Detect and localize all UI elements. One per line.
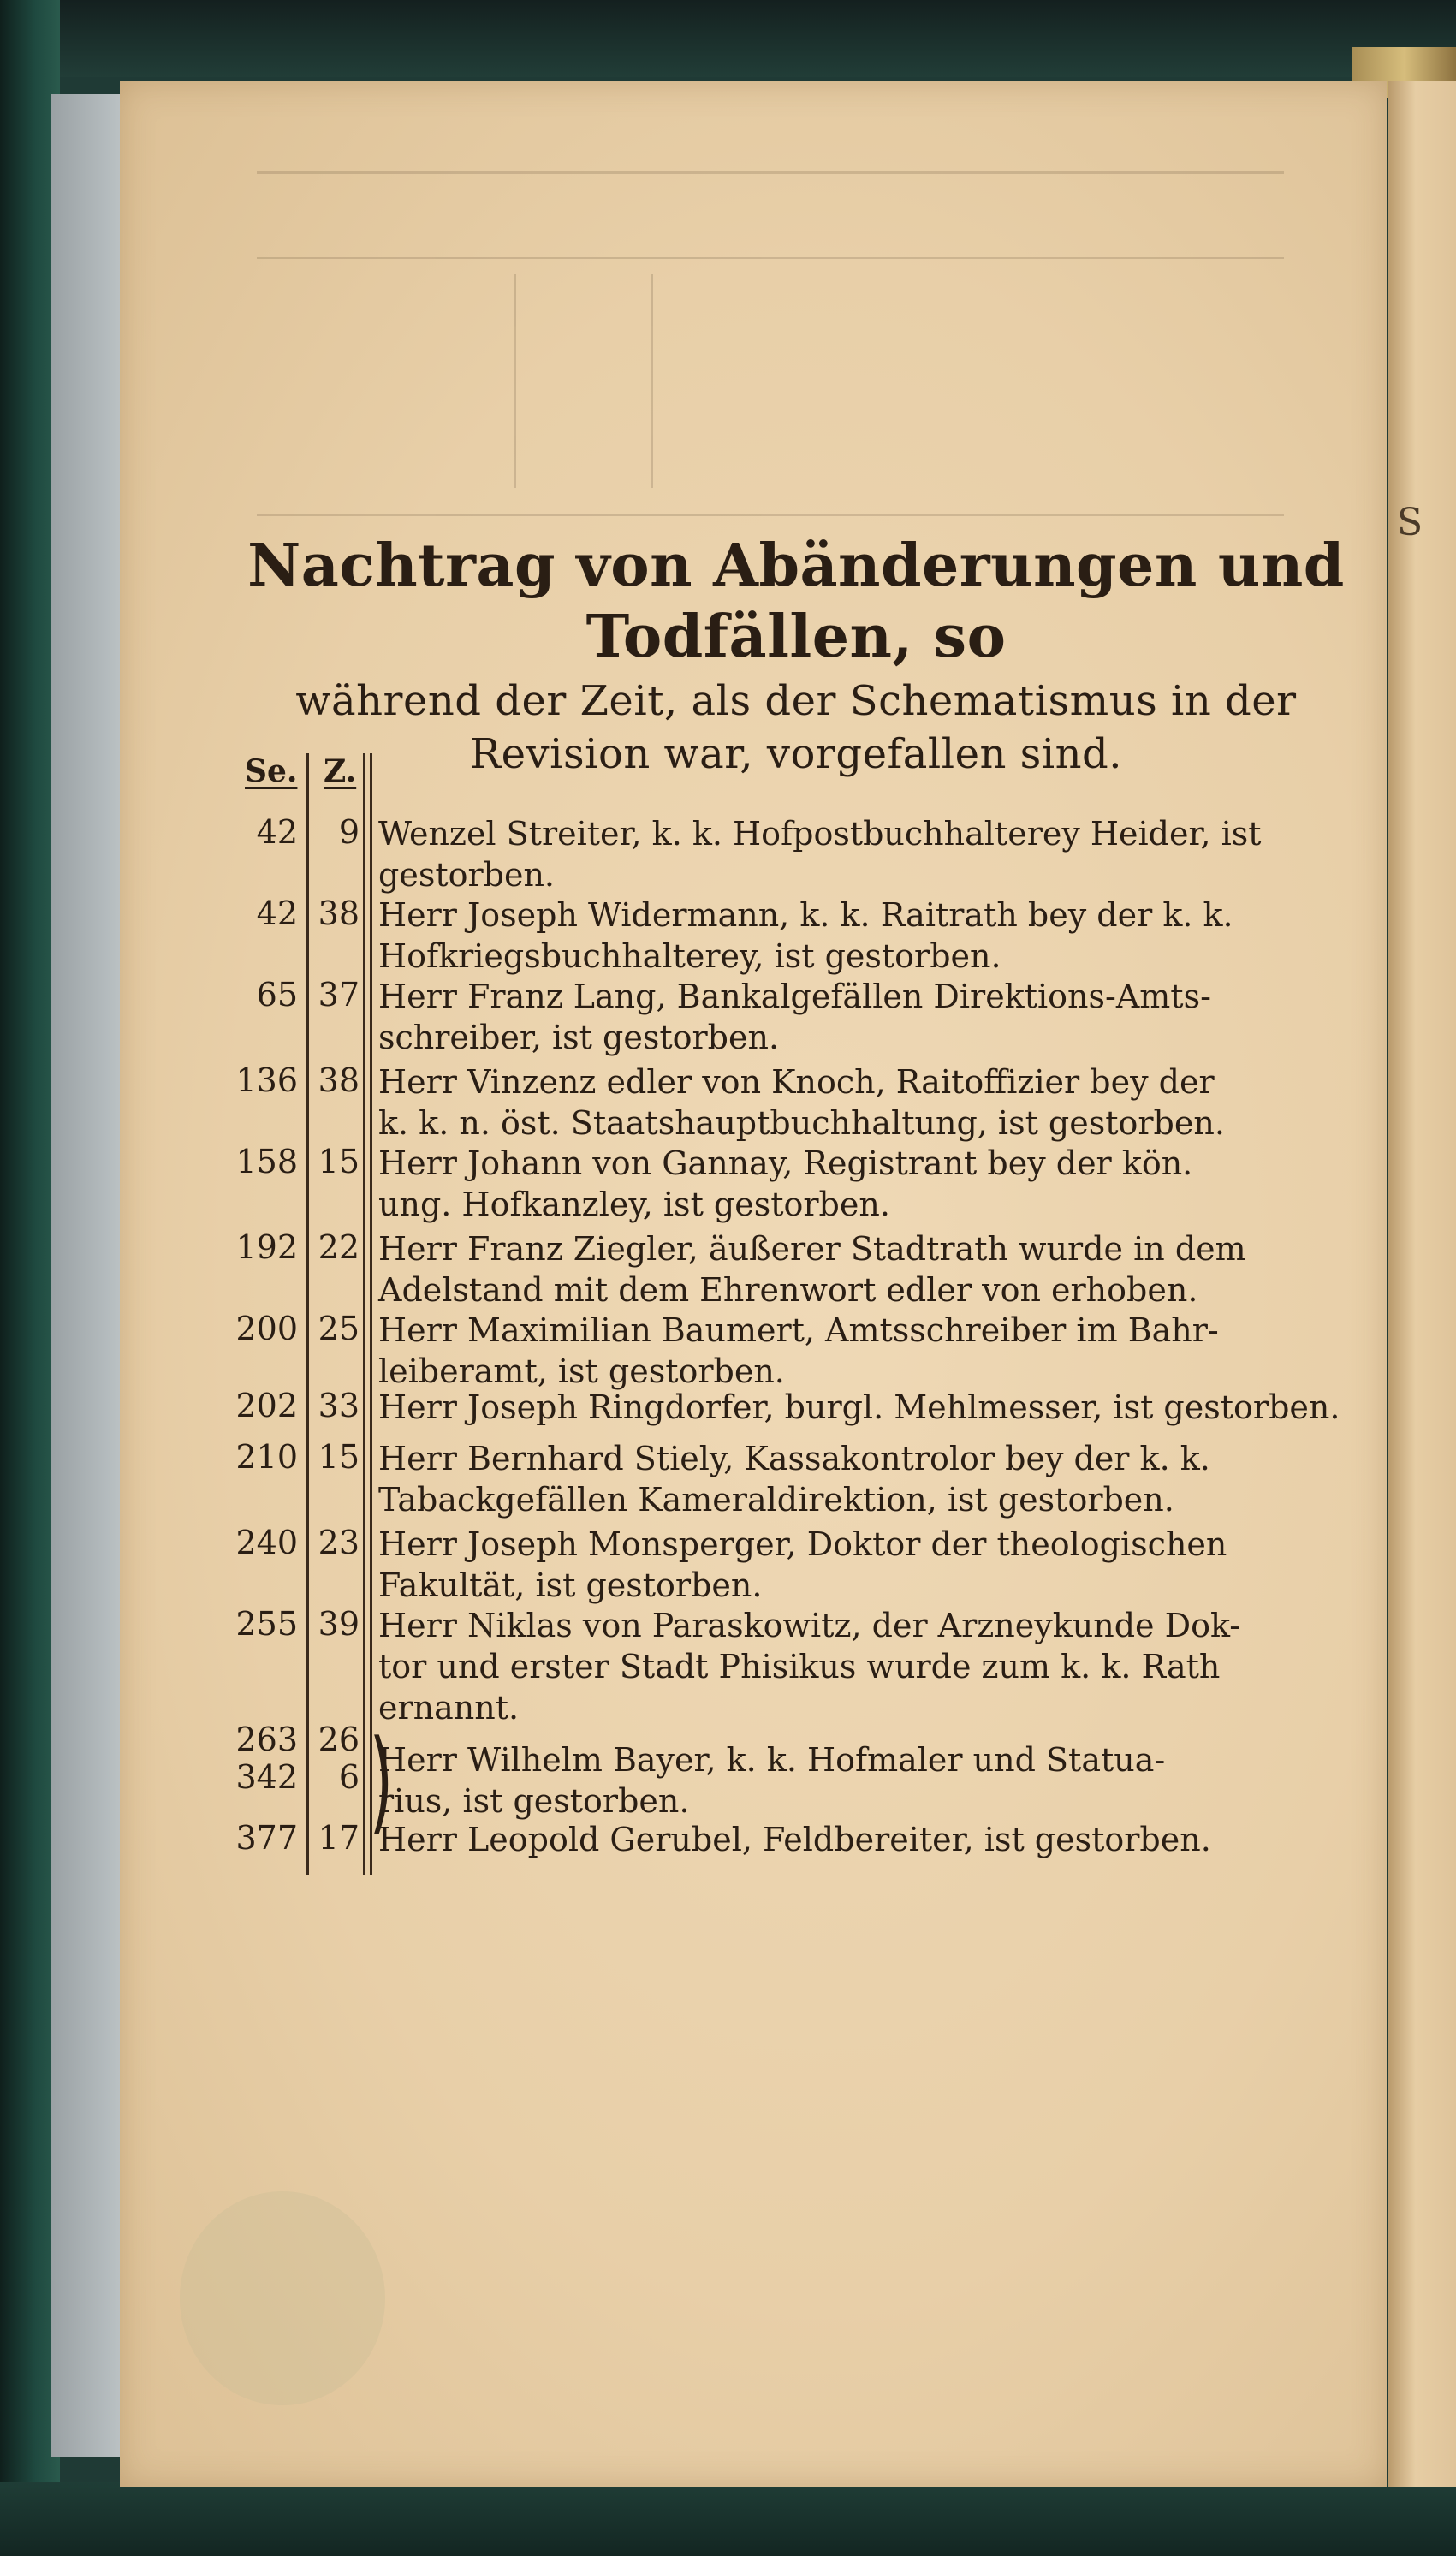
entry-seite: 65 [256, 976, 298, 1013]
entry-text-line: Herr Joseph Widermann, k. k. Raitrath bey der k. k. [378, 896, 1233, 934]
entry-zeile: 38 [318, 1061, 360, 1099]
entry-zeile: 37 [318, 976, 360, 1013]
entry-text-line: Adelstand mit dem Ehrenwort edler von erhoben. [378, 1271, 1198, 1309]
entry-seite: 202 [235, 1387, 298, 1424]
entry-text-line: Herr Leopold Gerubel, Feldbereiter, ist gestorben. [378, 1821, 1211, 1858]
entry-text [378, 1228, 1341, 1311]
entry-seite: 158 [235, 1143, 298, 1180]
entry-seite: 255 [235, 1605, 298, 1643]
column-header-seite: Se. [245, 753, 298, 789]
column-rule-3 [370, 753, 372, 1875]
entry-text-line: Herr Johann von Gannay, Registrant bey der kön. [378, 1144, 1193, 1182]
show-through-print [257, 154, 1327, 548]
entry-zeile: 39 [318, 1605, 360, 1643]
faded-library-stamp [180, 2191, 385, 2405]
entry-text-line: tor und erster Stadt Phisikus wurde zum k. k. Rath [378, 1648, 1221, 1685]
entry-zeile-second: 6 [338, 1758, 360, 1796]
entry-text-line: k. k. n. öst. Staatshauptbuchhaltung, ist gestorben. [378, 1104, 1225, 1142]
entry-text-line: Tabackgefällen Kameraldirektion, ist gestorben. [378, 1481, 1174, 1519]
entry-seite: 377 [235, 1819, 298, 1857]
entry-zeile: 15 [318, 1438, 360, 1476]
entry-seite-second: 342 [235, 1758, 298, 1796]
entry-zeile: 33 [318, 1387, 360, 1424]
entry-zeile: 17 [318, 1819, 360, 1857]
entry-text [378, 1739, 1341, 1822]
entry-text-line: Herr Joseph Ringdorfer, burgl. Mehlmesser, ist gestorben. [378, 1388, 1340, 1426]
entry-seite: 263 [235, 1721, 298, 1758]
entry-zeile: 25 [318, 1310, 360, 1347]
entry-text-line: Herr Vinzenz edler von Knoch, Raitoffizier bey der [378, 1063, 1215, 1101]
entry-text-line: Herr Niklas von Paraskowitz, der Arzneykunde Dok- [378, 1607, 1241, 1644]
entry-seite: 42 [256, 895, 298, 932]
entry-text-line: Hofkriegsbuchhalterey, ist gestorben. [378, 937, 1001, 975]
entry-text [378, 813, 1341, 895]
facing-page-letter: S [1397, 501, 1423, 544]
entry-text [378, 1061, 1341, 1144]
column-rule-2 [363, 753, 365, 1875]
column-header-zeile: Z. [324, 753, 357, 789]
title-line-2: während der Zeit, als der Schematismus in der [295, 676, 1297, 725]
title-line-3: Revision war, vorgefallen sind. [469, 730, 1123, 779]
book-cover-bottom [0, 2482, 1456, 2556]
entry-seite: 136 [235, 1061, 298, 1099]
entry-seite: 240 [235, 1524, 298, 1561]
facing-page-edge [1388, 81, 1456, 2487]
entry-seite: 210 [235, 1438, 298, 1476]
entry-zeile: 9 [338, 813, 360, 851]
brace-bracket: ) [369, 1715, 394, 1846]
amendments-table [231, 753, 1361, 1883]
entry-text [378, 1143, 1341, 1225]
title-line-1: Nachtrag von Abänderungen und Todfällen, so [247, 532, 1345, 671]
entry-text [378, 895, 1341, 977]
entry-text [378, 1310, 1341, 1392]
entry-text-line: rius, ist gestorben. [378, 1782, 690, 1820]
entry-text-line: Herr Franz Ziegler, äußerer Stadtrath wurde in dem [378, 1230, 1246, 1268]
entry-text-line: leiberamt, ist gestorben. [378, 1352, 785, 1390]
entry-text-line: schreiber, ist gestorben. [378, 1019, 780, 1056]
entry-text-line: Wenzel Streiter, k. k. Hofpostbuchhalterey Heider, ist [378, 815, 1262, 853]
column-rule-1 [306, 753, 309, 1875]
entry-text [378, 1387, 1341, 1428]
entry-zeile: 26 [318, 1721, 360, 1758]
entry-text-line: ernannt. [378, 1689, 520, 1727]
entry-text [378, 1438, 1341, 1520]
entry-text-line: Herr Franz Lang, Bankalgefällen Direktions-Amts- [378, 978, 1211, 1015]
entry-text-line: Herr Wilhelm Bayer, k. k. Hofmaler und Statua- [378, 1741, 1166, 1779]
entry-text [378, 976, 1341, 1058]
entry-seite: 200 [235, 1310, 298, 1347]
entry-text [378, 1605, 1341, 1728]
entry-text-line: Fakultät, ist gestorben. [378, 1566, 763, 1604]
entry-zeile: 23 [318, 1524, 360, 1561]
entry-seite: 192 [235, 1228, 298, 1266]
entry-zeile: 15 [318, 1143, 360, 1180]
entry-seite: 42 [256, 813, 298, 851]
entry-text-line: Herr Joseph Monsperger, Doktor der theologischen [378, 1525, 1227, 1563]
entry-text [378, 1819, 1341, 1860]
entry-text-line: Herr Bernhard Stiely, Kassakontrolor bey der k. k. [378, 1440, 1210, 1477]
entry-text-line: ung. Hofkanzley, ist gestorben. [378, 1186, 890, 1223]
entry-text [378, 1524, 1341, 1606]
page-title [240, 531, 1352, 780]
entry-zeile: 22 [318, 1228, 360, 1266]
entry-zeile: 38 [318, 895, 360, 932]
book-cover-top [0, 0, 1456, 77]
entry-text-line: gestorben. [378, 856, 555, 894]
entry-text-line: Herr Maximilian Baumert, Amtsschreiber im Bahr- [378, 1311, 1219, 1349]
